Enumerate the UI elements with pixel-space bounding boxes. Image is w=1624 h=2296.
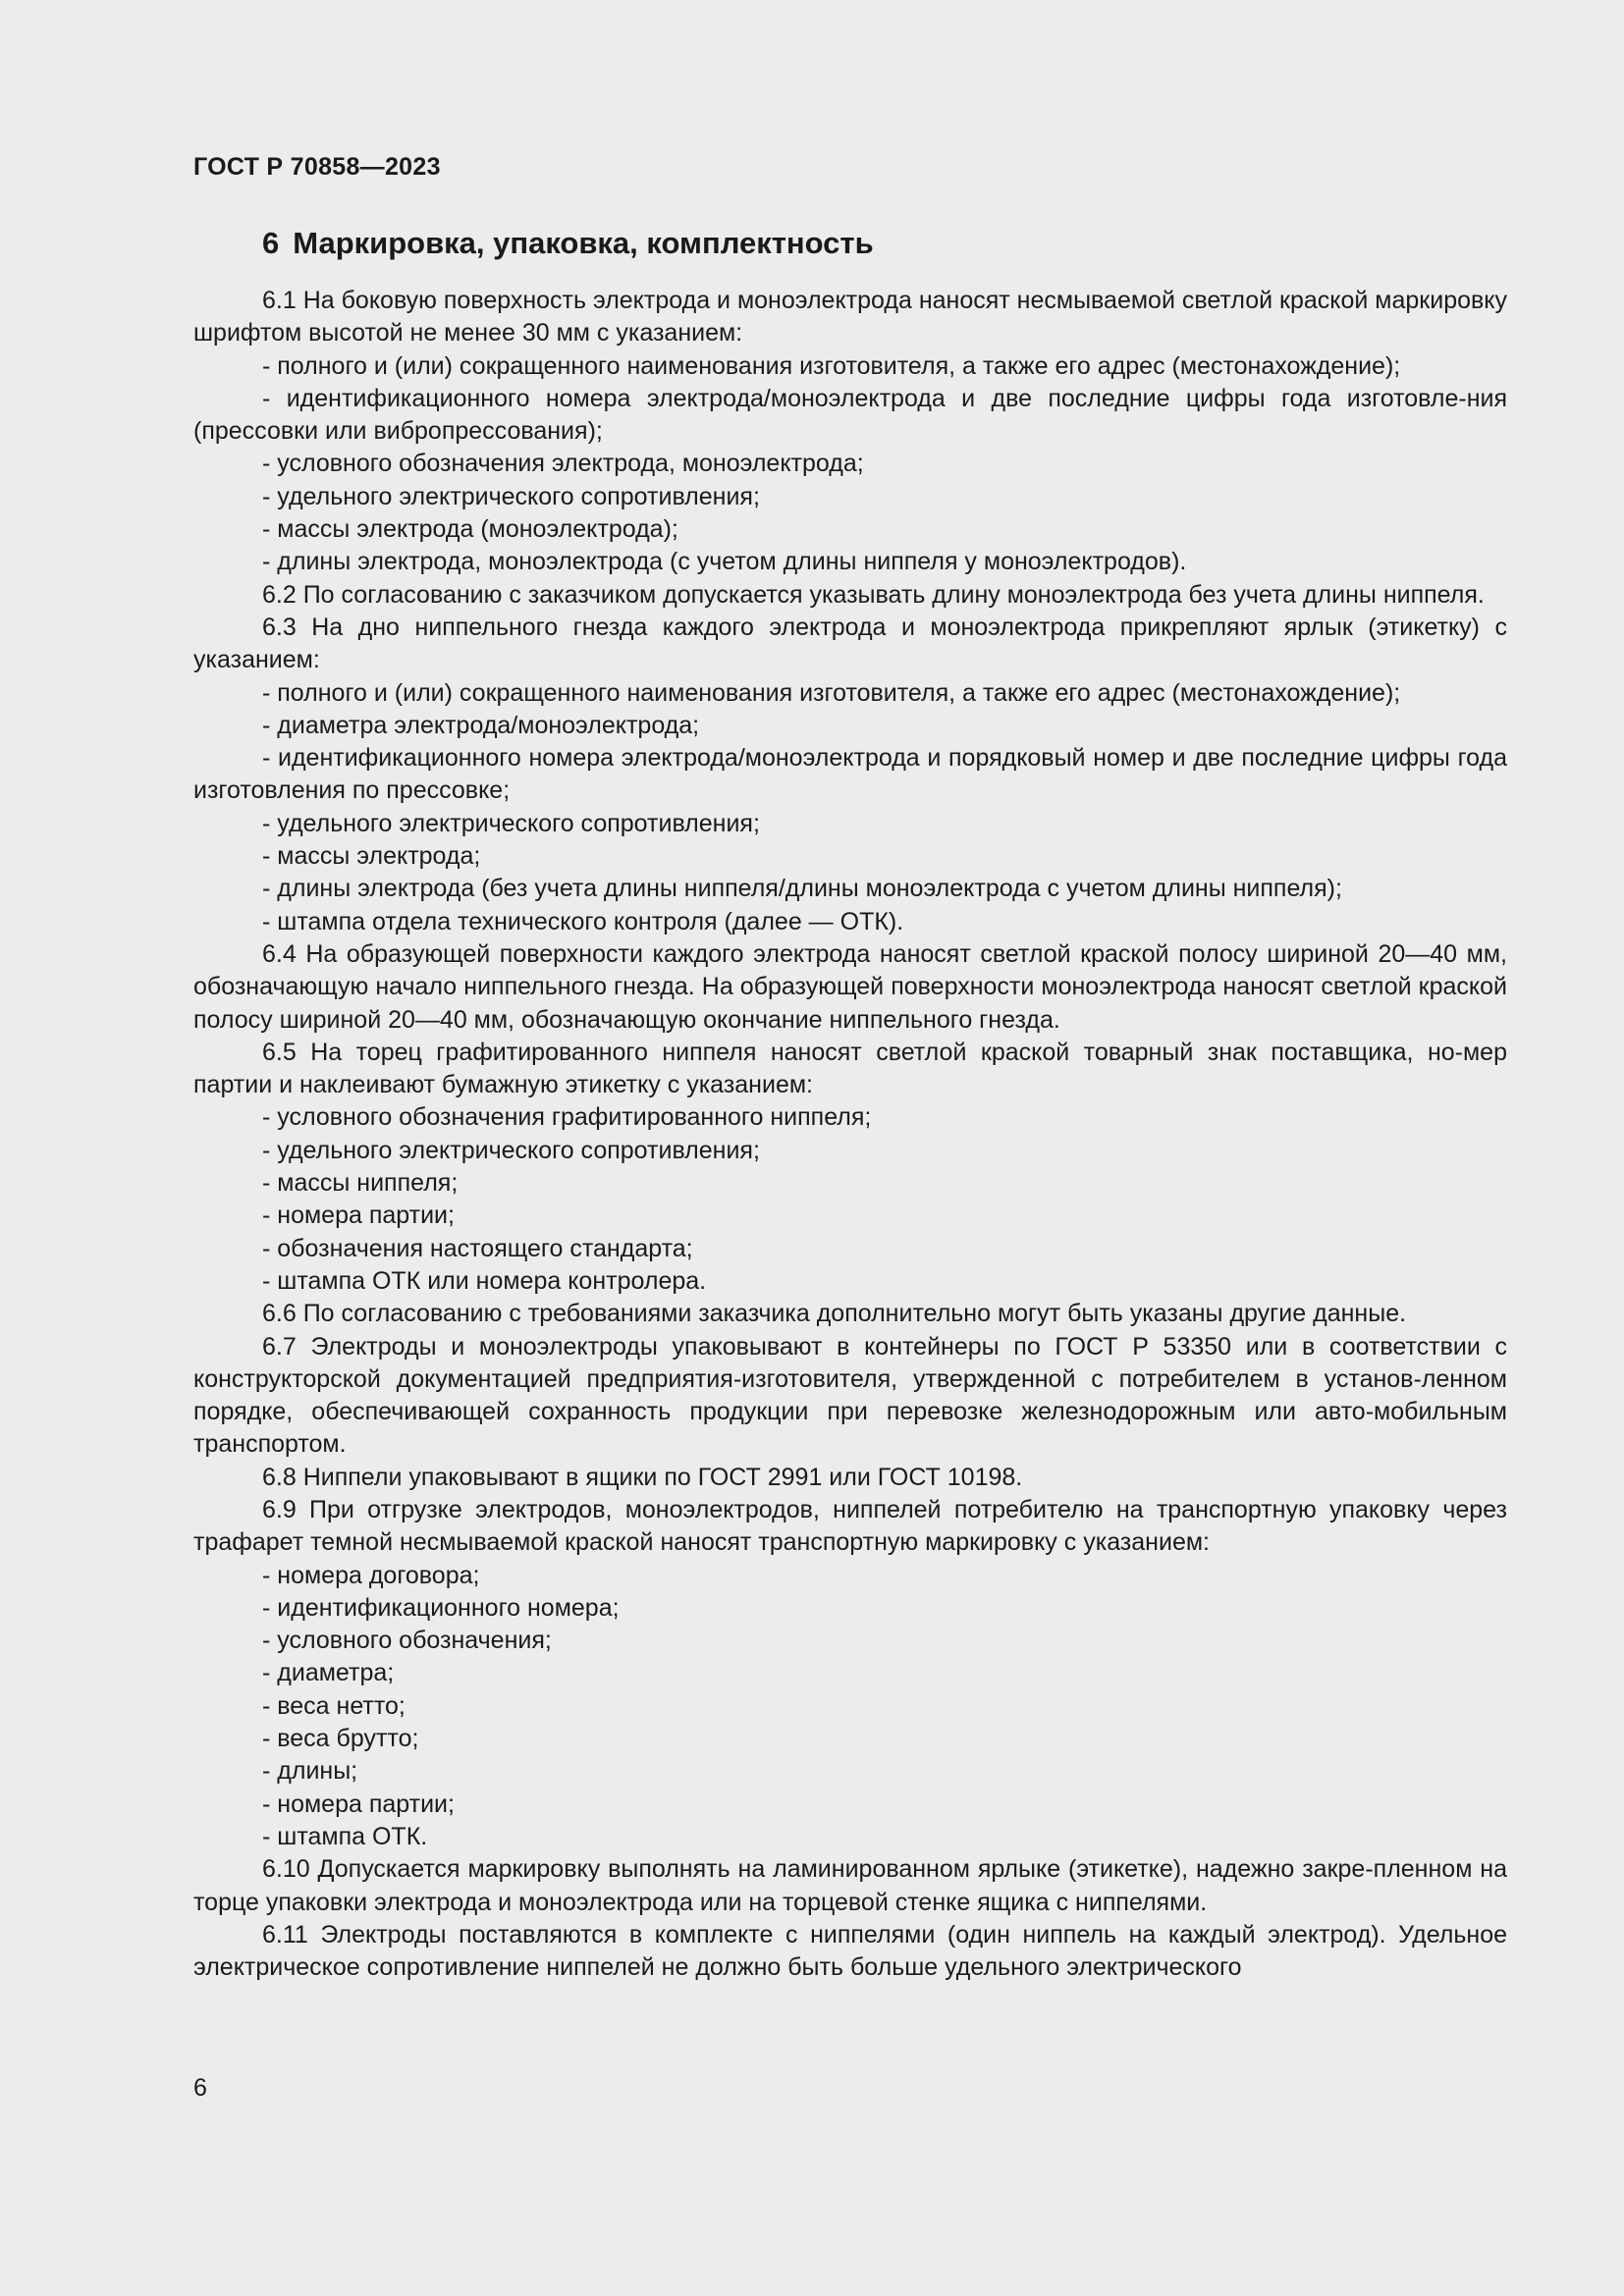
- list-item: - штампа ОТК.: [262, 1822, 428, 1850]
- paragraph-6-3: 6.3 На дно ниппельного гнезда каждого электрода и моноэлектрода прикрепляют ярлык (этикетку) с указанием:: [193, 613, 1507, 674]
- section-number: 6: [262, 226, 280, 260]
- list-item: - номера договора;: [262, 1561, 480, 1589]
- page-number: 6: [193, 2074, 207, 2102]
- paragraph-6-8: 6.8 Ниппели упаковывают в ящики по ГОСТ 2991 или ГОСТ 10198.: [262, 1463, 1023, 1491]
- list-item: - диаметра;: [262, 1659, 395, 1687]
- list-item: - веса брутто;: [262, 1725, 419, 1753]
- list-item: - массы ниппеля;: [262, 1169, 459, 1198]
- list-item: - удельного электрического сопротивления;: [262, 809, 760, 837]
- paragraph-6-2: 6.2 По согласованию с заказчиком допускается указывать длину моноэлектрода без учета длины ниппеля.: [262, 580, 1485, 609]
- paragraph-6-7: 6.7 Электроды и моноэлектроды упаковывают в контейнеры по ГОСТ Р 53350 или в соответствии с конструкторской документацией предприятия-изготовителя, утвержденной с потребителем в установ-ленном порядке, обеспечивающей сохранность продукции при перевозке железнодорожным или авто-мобильным транспортом.: [193, 1332, 1507, 1459]
- list-item: - идентификационного номера электрода/моноэлектрода и две последние цифры года изготовле-ния (прессовки или вибропрессования);: [193, 384, 1507, 446]
- list-item: - массы электрода;: [262, 842, 481, 871]
- list-item: - длины электрода, моноэлектрода (с учетом длины ниппеля у моноэлектродов).: [262, 548, 1187, 576]
- list-item: - условного обозначения;: [262, 1627, 552, 1655]
- list-item: - массы электрода (моноэлектрода);: [262, 515, 678, 544]
- list-item: - удельного электрического сопротивления;: [262, 482, 760, 510]
- paragraph-6-9: 6.9 При отгрузке электродов, моноэлектродов, ниппелей потребителю на транспортную упаковку через трафарет темной несмываемой краской наносят транспортную маркировку с указанием:: [193, 1495, 1507, 1557]
- section-title-text: Маркировка, упаковка, комплектность: [293, 226, 874, 260]
- list-item: - удельного электрического сопротивления;: [262, 1136, 760, 1164]
- document-header: ГОСТ Р 70858—2023: [193, 153, 441, 181]
- list-item: - идентификационного номера электрода/моноэлектрода и порядковый номер и две последние цифры года изготовления по прессовке;: [193, 744, 1507, 805]
- list-item: - длины электрода (без учета длины ниппеля/длины моноэлектрода с учетом длины ниппеля);: [262, 875, 1342, 903]
- paragraph-6-5: 6.5 На торец графитированного ниппеля наносят светлой краской товарный знак поставщика, но-мер партии и наклеивают бумажную этикетку с указанием:: [193, 1038, 1507, 1099]
- paragraph-6-10: 6.10 Допускается маркировку выполнять на ламинированном ярлыке (этикетке), надежно закре-пленном на торце упаковки электрода и моноэлектрода или на торцевой стенке ящика с ниппелями.: [193, 1855, 1507, 1916]
- paragraph-6-11: 6.11 Электроды поставляются в комплекте с ниппелями (один ниппель на каждый электрод). Удельное электрическое сопротивление ниппелей не должно быть больше удельного электрического: [193, 1920, 1507, 1982]
- paragraph-6-4: 6.4 На образующей поверхности каждого электрода наносят светлой краской полосу шириной 20—40 мм, обозначающую начало ниппельного гнезда. На образующей поверхности моноэлектрода наносят светлой краской полосу шириной 20—40 мм, обозначающую окончание ниппельного гнезда.: [193, 939, 1507, 1034]
- list-item: - номера партии;: [262, 1789, 455, 1818]
- paragraph-6-1: 6.1 На боковую поверхность электрода и моноэлектрода наносят несмываемой светлой краской маркировку шрифтом высотой не менее 30 мм с указанием:: [193, 287, 1507, 347]
- list-item: - условного обозначения графитированного ниппеля;: [262, 1103, 872, 1132]
- list-item: - полного и (или) сокращенного наименования изготовителя, а также его адрес (местонахождение);: [262, 678, 1401, 707]
- list-item: - диаметра электрода/моноэлектрода;: [262, 711, 700, 739]
- list-item: - веса нетто;: [262, 1691, 406, 1720]
- list-item: - штампа отдела технического контроля (далее — ОТК).: [262, 907, 904, 935]
- section-heading: [262, 226, 874, 261]
- list-item: - штампа ОТК или номера контролера.: [262, 1266, 707, 1295]
- list-item: - номера партии;: [262, 1201, 455, 1230]
- list-item: - длины;: [262, 1757, 358, 1786]
- list-item: - обозначения настоящего стандарта;: [262, 1234, 693, 1262]
- list-item: - полного и (или) сокращенного наименования изготовителя, а также его адрес (местонахождение);: [262, 351, 1401, 380]
- list-item: - идентификационного номера;: [262, 1593, 620, 1622]
- list-item: - условного обозначения электрода, моноэлектрода;: [262, 450, 864, 478]
- section-body: [193, 285, 1507, 1984]
- paragraph-6-6: 6.6 По согласованию с требованиями заказчика дополнительно могут быть указаны другие данные.: [262, 1300, 1407, 1328]
